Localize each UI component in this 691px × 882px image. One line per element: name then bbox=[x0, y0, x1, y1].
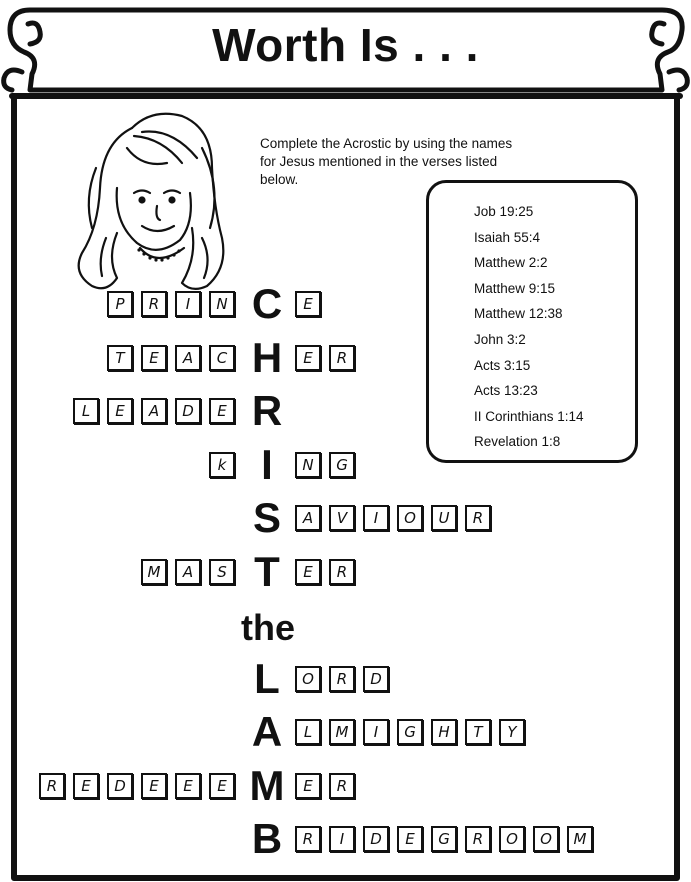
letter-box[interactable]: R bbox=[39, 773, 65, 799]
acrostic-key-letter: C bbox=[251, 280, 283, 327]
letter-box[interactable]: Y bbox=[499, 719, 525, 745]
acrostic-key-letter: R bbox=[251, 387, 283, 434]
letter-box[interactable]: R bbox=[295, 826, 321, 852]
letter-box[interactable]: O bbox=[295, 666, 321, 692]
letter-box[interactable]: R bbox=[465, 505, 491, 531]
letter-box[interactable]: E bbox=[295, 773, 321, 799]
letter-box[interactable]: A bbox=[141, 398, 167, 424]
letter-box[interactable]: k bbox=[209, 452, 235, 478]
instructions-text: Complete the Acrostic by using the names for Jesus mentioned in the verses listed below. bbox=[260, 136, 513, 187]
letter-box[interactable]: D bbox=[107, 773, 133, 799]
letter-box[interactable]: E bbox=[295, 345, 321, 371]
letter-box[interactable]: O bbox=[397, 505, 423, 531]
acrostic-key-letter: B bbox=[251, 815, 283, 862]
letter-box[interactable]: D bbox=[175, 398, 201, 424]
acrostic-key-letter: S bbox=[252, 494, 281, 541]
letter-box[interactable]: G bbox=[431, 826, 457, 852]
letter-box[interactable]: L bbox=[295, 719, 321, 745]
letter-box[interactable]: E bbox=[141, 773, 167, 799]
verse-reference: Matthew 12:38 bbox=[474, 306, 563, 322]
letter-box[interactable]: O bbox=[533, 826, 559, 852]
letter-box[interactable]: H bbox=[431, 719, 457, 745]
letter-box[interactable]: E bbox=[209, 398, 235, 424]
letter-box[interactable]: I bbox=[363, 505, 389, 531]
letter-box[interactable]: E bbox=[73, 773, 99, 799]
letter-box[interactable]: I bbox=[329, 826, 355, 852]
letter-box[interactable]: E bbox=[107, 398, 133, 424]
verse-reference: Matthew 9:15 bbox=[474, 280, 556, 296]
acrostic-key-letter: I bbox=[261, 441, 273, 488]
letter-box[interactable]: E bbox=[209, 773, 235, 799]
letter-box[interactable]: S bbox=[209, 559, 235, 585]
letter-box[interactable]: E bbox=[141, 345, 167, 371]
letter-box[interactable]: I bbox=[363, 719, 389, 745]
letter-box[interactable]: G bbox=[329, 452, 355, 478]
letter-box[interactable]: A bbox=[175, 345, 201, 371]
letter-box[interactable]: N bbox=[209, 291, 235, 317]
letter-box[interactable]: I bbox=[175, 291, 201, 317]
letter-box[interactable]: R bbox=[465, 826, 491, 852]
letter-box[interactable]: T bbox=[107, 345, 133, 371]
acrostic-connector-word: the bbox=[241, 607, 295, 648]
verse-reference: Isaiah 55:4 bbox=[474, 229, 541, 245]
letter-box[interactable]: R bbox=[141, 291, 167, 317]
verse-reference: Matthew 2:2 bbox=[474, 255, 548, 271]
letter-box[interactable]: A bbox=[175, 559, 201, 585]
acrostic-key-letter: H bbox=[251, 334, 283, 381]
acrostic-key-letter: L bbox=[254, 655, 280, 702]
letter-box[interactable]: D bbox=[363, 826, 389, 852]
letter-box[interactable]: D bbox=[363, 666, 389, 692]
letter-box[interactable]: R bbox=[329, 559, 355, 585]
letter-box[interactable]: M bbox=[141, 559, 167, 585]
letter-box[interactable]: M bbox=[567, 826, 593, 852]
letter-box[interactable]: V bbox=[329, 505, 355, 531]
verse-list bbox=[429, 183, 635, 455]
letter-box[interactable]: G bbox=[397, 719, 423, 745]
letter-box[interactable]: E bbox=[295, 559, 321, 585]
verse-reference: Acts 3:15 bbox=[474, 357, 531, 373]
letter-box[interactable]: C bbox=[209, 345, 235, 371]
letter-box[interactable]: M bbox=[329, 719, 355, 745]
acrostic-key-letter: A bbox=[251, 708, 283, 755]
verse-reference: Revelation 1:8 bbox=[474, 434, 561, 450]
verse-reference-box bbox=[426, 180, 638, 463]
verse-reference: Job 19:25 bbox=[474, 204, 534, 219]
letter-box[interactable]: E bbox=[175, 773, 201, 799]
letter-box[interactable]: E bbox=[295, 291, 321, 317]
letter-box[interactable]: P bbox=[107, 291, 133, 317]
page-title: Worth Is . . . bbox=[212, 19, 479, 71]
letter-box[interactable]: N bbox=[295, 452, 321, 478]
acrostic-key-letter: M bbox=[249, 762, 285, 809]
acrostic-key-letter: T bbox=[254, 548, 280, 595]
letter-box[interactable]: A bbox=[295, 505, 321, 531]
verse-reference: II Corinthians 1:14 bbox=[474, 408, 584, 424]
letter-box[interactable]: R bbox=[329, 773, 355, 799]
letter-box[interactable]: U bbox=[431, 505, 457, 531]
letter-box[interactable]: E bbox=[397, 826, 423, 852]
letter-box[interactable]: T bbox=[465, 719, 491, 745]
verse-reference: John 3:2 bbox=[474, 331, 526, 347]
letter-box[interactable]: O bbox=[499, 826, 525, 852]
letter-box[interactable]: L bbox=[73, 398, 99, 424]
verse-reference: Acts 13:23 bbox=[474, 383, 538, 399]
letter-box[interactable]: R bbox=[329, 666, 355, 692]
letter-box[interactable]: R bbox=[329, 345, 355, 371]
girl-portrait-illustration bbox=[72, 108, 232, 293]
